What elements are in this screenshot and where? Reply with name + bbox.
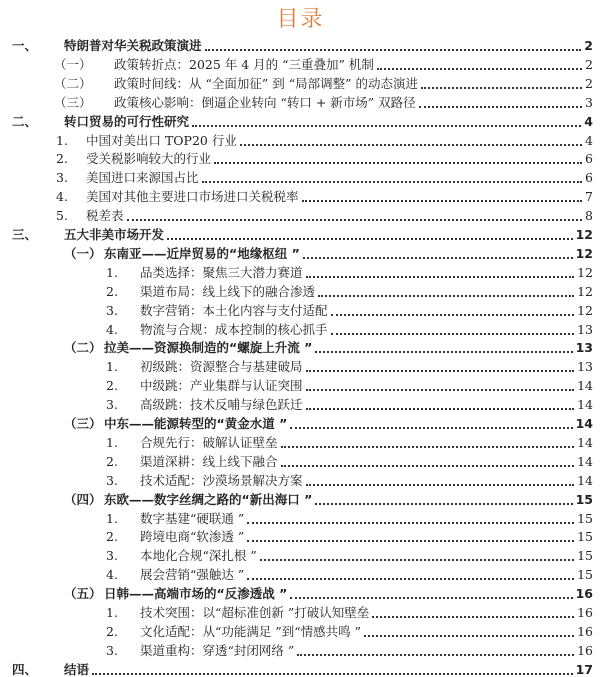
toc-entry[interactable] (0, 204, 601, 223)
toc-entry-page: 4 (584, 113, 593, 129)
toc-entry-page: 7 (585, 189, 593, 205)
toc-entry-page: 12 (577, 264, 593, 280)
toc-entry-label: 转口贸易的可行性研究 (64, 113, 190, 129)
toc-entry[interactable] (0, 261, 601, 280)
toc-entry-label: 合规先行：破解认证壁垒 (140, 434, 278, 450)
toc-entry-page: 2 (585, 75, 593, 91)
toc-entry-label: 政策核心影响：倒逼企业转向 “转口 + 新市场” 双路径 (114, 94, 416, 110)
toc-entry-number: 2. (56, 151, 68, 167)
toc-entry-label: 品类选择：聚焦三大潜力赛道 (140, 264, 303, 280)
toc-entry-label: 数字营销：本土化内容与支付适配 (140, 302, 328, 318)
toc-entry-label: 中级跳：产业集群与认证突围 (140, 378, 303, 394)
toc-entry-number: 1. (56, 132, 68, 148)
toc-entry-label: 技术突围：以“超标准创新 ”打破认知壁垒 (140, 605, 370, 620)
dot-leader (205, 48, 582, 51)
toc-entry-number: （五） (64, 586, 102, 602)
toc-entry-number: （三） (64, 416, 102, 431)
toc-entry-label: 数字基建“硬联通 ” (140, 510, 245, 526)
toc-entry-page: 8 (585, 208, 593, 224)
dot-leader (331, 332, 575, 335)
toc-entry-number: 3. (106, 302, 118, 318)
toc-entry[interactable] (0, 507, 601, 526)
dot-leader (306, 388, 575, 391)
toc-entry-label: 特朗普对华关税政策演进 (64, 38, 202, 53)
toc-entry-number: 一、 (12, 38, 38, 53)
toc-entry-number: 三、 (12, 227, 38, 242)
toc-entry[interactable] (0, 639, 601, 658)
toc-entry-label: 政策转折点：2025 年 4 月的 “三重叠加” 机制 (114, 56, 374, 72)
dot-leader (419, 105, 582, 108)
dot-leader (306, 369, 575, 372)
toc-entry-label: 东南亚——近岸贸易的“地缘枢纽 ” (104, 245, 300, 261)
toc-entry-page: 15 (575, 491, 593, 507)
toc-entry[interactable] (0, 488, 601, 507)
toc-entry-page: 13 (577, 321, 593, 337)
toc-entry[interactable] (0, 525, 601, 544)
toc-entry-label: 政策时间线：从 “全面加征” 到 “局部调整” 的动态演进 (114, 75, 418, 91)
toc-entry[interactable] (0, 374, 601, 393)
toc-entry[interactable] (0, 582, 601, 601)
toc-entry-page: 12 (575, 245, 593, 261)
toc-entry-number: 1. (106, 434, 118, 450)
toc-entry-number: 3. (106, 472, 118, 488)
toc-entry-label: 本地化合规“深扎根 ” (140, 548, 257, 564)
toc-entry-page: 14 (577, 378, 593, 394)
toc-entry[interactable] (0, 53, 601, 72)
dot-leader (167, 237, 573, 240)
toc-entry-number: 4. (106, 567, 118, 583)
toc-entry-number: （四） (64, 491, 102, 507)
toc-entry-number: （三） (54, 94, 92, 110)
toc-entry-label: 美国对其他主要进口市场进口关税税率 (86, 189, 299, 205)
toc-entry-number: 3. (56, 170, 68, 186)
toc-entry-page: 12 (575, 227, 593, 242)
toc-entry-page: 12 (577, 302, 593, 318)
toc-entry-number: 5. (56, 208, 68, 224)
toc-entry-page: 6 (585, 151, 593, 167)
toc-entry-number: 四、 (12, 661, 38, 677)
dot-leader (290, 426, 572, 429)
toc-entry-label: 展会营销“强触达 ” (140, 567, 245, 583)
toc-entry[interactable] (0, 450, 601, 469)
toc-entry-number: 1. (106, 605, 118, 620)
toc-entry-page: 14 (577, 472, 593, 488)
toc-entry[interactable] (0, 110, 601, 129)
toc-entry-page: 15 (577, 567, 593, 583)
toc-entry-number: （一） (64, 245, 102, 261)
dot-leader (377, 67, 582, 70)
dot-leader (281, 445, 575, 448)
toc-entry-page: 16 (575, 586, 593, 602)
dot-leader (92, 672, 573, 675)
toc-entry-label: 跨境电商“软渗透 ” (140, 529, 245, 545)
dot-leader (247, 521, 574, 524)
toc-entry-label: 初级跳：资源整合与基建破局 (140, 359, 303, 375)
toc-title: 目录 (276, 7, 325, 32)
toc-entry-number: 4. (106, 321, 118, 337)
toc-entry[interactable] (0, 431, 601, 450)
toc-entry-label: 美国进口来源国占比 (86, 170, 199, 186)
toc-entry-label: 文化适配：从“功能满足 ”到“情感共鸣 ” (140, 623, 362, 639)
dot-leader (192, 124, 581, 127)
toc-entry-page: 4 (585, 132, 593, 148)
toc-entry-number: 3. (106, 397, 118, 413)
toc-entry-number: 1. (106, 359, 118, 375)
toc-entry-label: 渠道重构：穿透“封闭网络 ” (140, 642, 295, 658)
dot-leader (364, 634, 574, 637)
dot-leader (247, 539, 574, 542)
dot-leader (318, 294, 574, 297)
toc-entry[interactable] (0, 299, 601, 318)
toc-entry-label: 东欧——数字丝绸之路的“新出海口 ” (104, 491, 313, 507)
toc-entry[interactable] (0, 544, 601, 563)
toc-entry-label: 五大非美市场开发 (64, 227, 165, 242)
toc-entry[interactable] (0, 72, 601, 91)
toc-entry[interactable] (0, 34, 601, 53)
toc-entry-label: 结语 (64, 661, 90, 677)
toc-entry-label: 中国对美出口 TOP20 行业 (86, 132, 237, 148)
toc-entry-label: 税差表 (86, 208, 124, 224)
toc-entry[interactable] (0, 318, 601, 337)
toc-entry-number: 2. (106, 453, 118, 469)
toc-entry-number: 2. (106, 283, 118, 299)
toc-entry[interactable] (0, 223, 601, 242)
toc-entry-page: 16 (577, 623, 593, 639)
toc-entry-label: 拉美——资源换制造的“螺旋上升流 ” (104, 340, 313, 356)
dot-leader (281, 464, 575, 467)
toc-entry-number: 2. (106, 378, 118, 394)
toc-entry[interactable] (0, 166, 601, 185)
toc-entry-label: 技术适配：沙漠场景解决方案 (140, 472, 303, 488)
toc-entry-page: 14 (577, 434, 593, 450)
toc-entry-number: 3. (106, 642, 118, 658)
toc-entry-label: 物流与合规：成本控制的核心抓手 (140, 321, 328, 337)
toc-entry-page: 17 (575, 661, 593, 677)
toc-entry-page: 12 (577, 283, 593, 299)
toc-entry-page: 15 (577, 529, 593, 545)
dot-leader (214, 161, 582, 164)
toc-entry[interactable] (0, 242, 601, 261)
toc-entry[interactable] (0, 412, 601, 431)
toc-entry[interactable] (0, 469, 601, 488)
toc-entry-page: 16 (577, 605, 593, 620)
dot-leader (306, 483, 575, 486)
toc-entry[interactable] (0, 563, 601, 582)
dot-leader (306, 275, 575, 278)
toc-entry[interactable] (0, 355, 601, 374)
toc-entry-page: 3 (585, 94, 593, 110)
dot-leader (421, 86, 582, 89)
dot-leader (260, 558, 574, 561)
toc-entry-number: （二） (54, 75, 92, 91)
toc-entry[interactable] (0, 185, 601, 204)
toc-entry-number: 2. (106, 529, 118, 545)
toc-entry[interactable] (0, 147, 601, 166)
toc-entry-page: 13 (575, 340, 593, 356)
dot-leader (315, 350, 572, 353)
toc-entry-page: 14 (577, 397, 593, 413)
toc-entry-page: 13 (577, 359, 593, 375)
toc-entry-label: 渠道布局：线上线下的融合渗透 (140, 283, 316, 299)
dot-leader (331, 313, 575, 316)
dot-leader (302, 199, 583, 202)
toc-entry[interactable] (0, 129, 601, 148)
toc-entry-number: （二） (64, 340, 102, 356)
toc-entry-label: 高级跳：技术反哺与绿色跃迁 (140, 397, 303, 413)
toc-entry[interactable] (0, 658, 601, 677)
toc-entry-label: 受关税影响较大的行业 (86, 151, 212, 167)
toc-entry-number: 1. (106, 264, 118, 280)
dot-leader (290, 596, 572, 599)
toc-entry[interactable] (0, 91, 601, 110)
dot-leader (202, 180, 583, 183)
toc-entry-label: 中东——能源转型的“黄金水道 ” (104, 416, 288, 431)
toc-entry[interactable] (0, 393, 601, 412)
dot-leader (127, 218, 583, 221)
dot-leader (240, 143, 582, 146)
dot-leader (372, 615, 574, 618)
toc-entry-number: 4. (56, 189, 68, 205)
toc-entry-page: 6 (585, 170, 593, 186)
toc-entry-label: 渠道深耕：线上线下融合 (140, 453, 278, 469)
toc-entry-page: 15 (577, 510, 593, 526)
toc-entry-page: 14 (575, 416, 593, 431)
toc-entry[interactable] (0, 280, 601, 299)
dot-leader (297, 653, 574, 656)
toc-entry-number: 3. (106, 548, 118, 564)
toc-entry-page: 14 (577, 453, 593, 469)
toc-entry-page: 16 (577, 642, 593, 658)
toc-entry-label: 日韩——高端市场的“反渗透战 ” (104, 586, 288, 602)
dot-leader (303, 256, 573, 259)
dot-leader (247, 577, 574, 580)
toc-entry[interactable] (0, 336, 601, 355)
toc-entry-page: 2 (584, 38, 593, 53)
toc-entry-number: （一） (54, 56, 92, 72)
toc-entry[interactable] (0, 620, 601, 639)
toc-entry-number: 2. (106, 623, 118, 639)
toc-entry-page: 15 (577, 548, 593, 564)
dot-leader (306, 407, 575, 410)
dot-leader (315, 502, 572, 505)
toc-entry-number: 1. (106, 510, 118, 526)
toc-entry-number: 二、 (12, 113, 38, 129)
toc-entry[interactable] (0, 601, 601, 620)
toc-entry-page: 2 (585, 56, 593, 72)
